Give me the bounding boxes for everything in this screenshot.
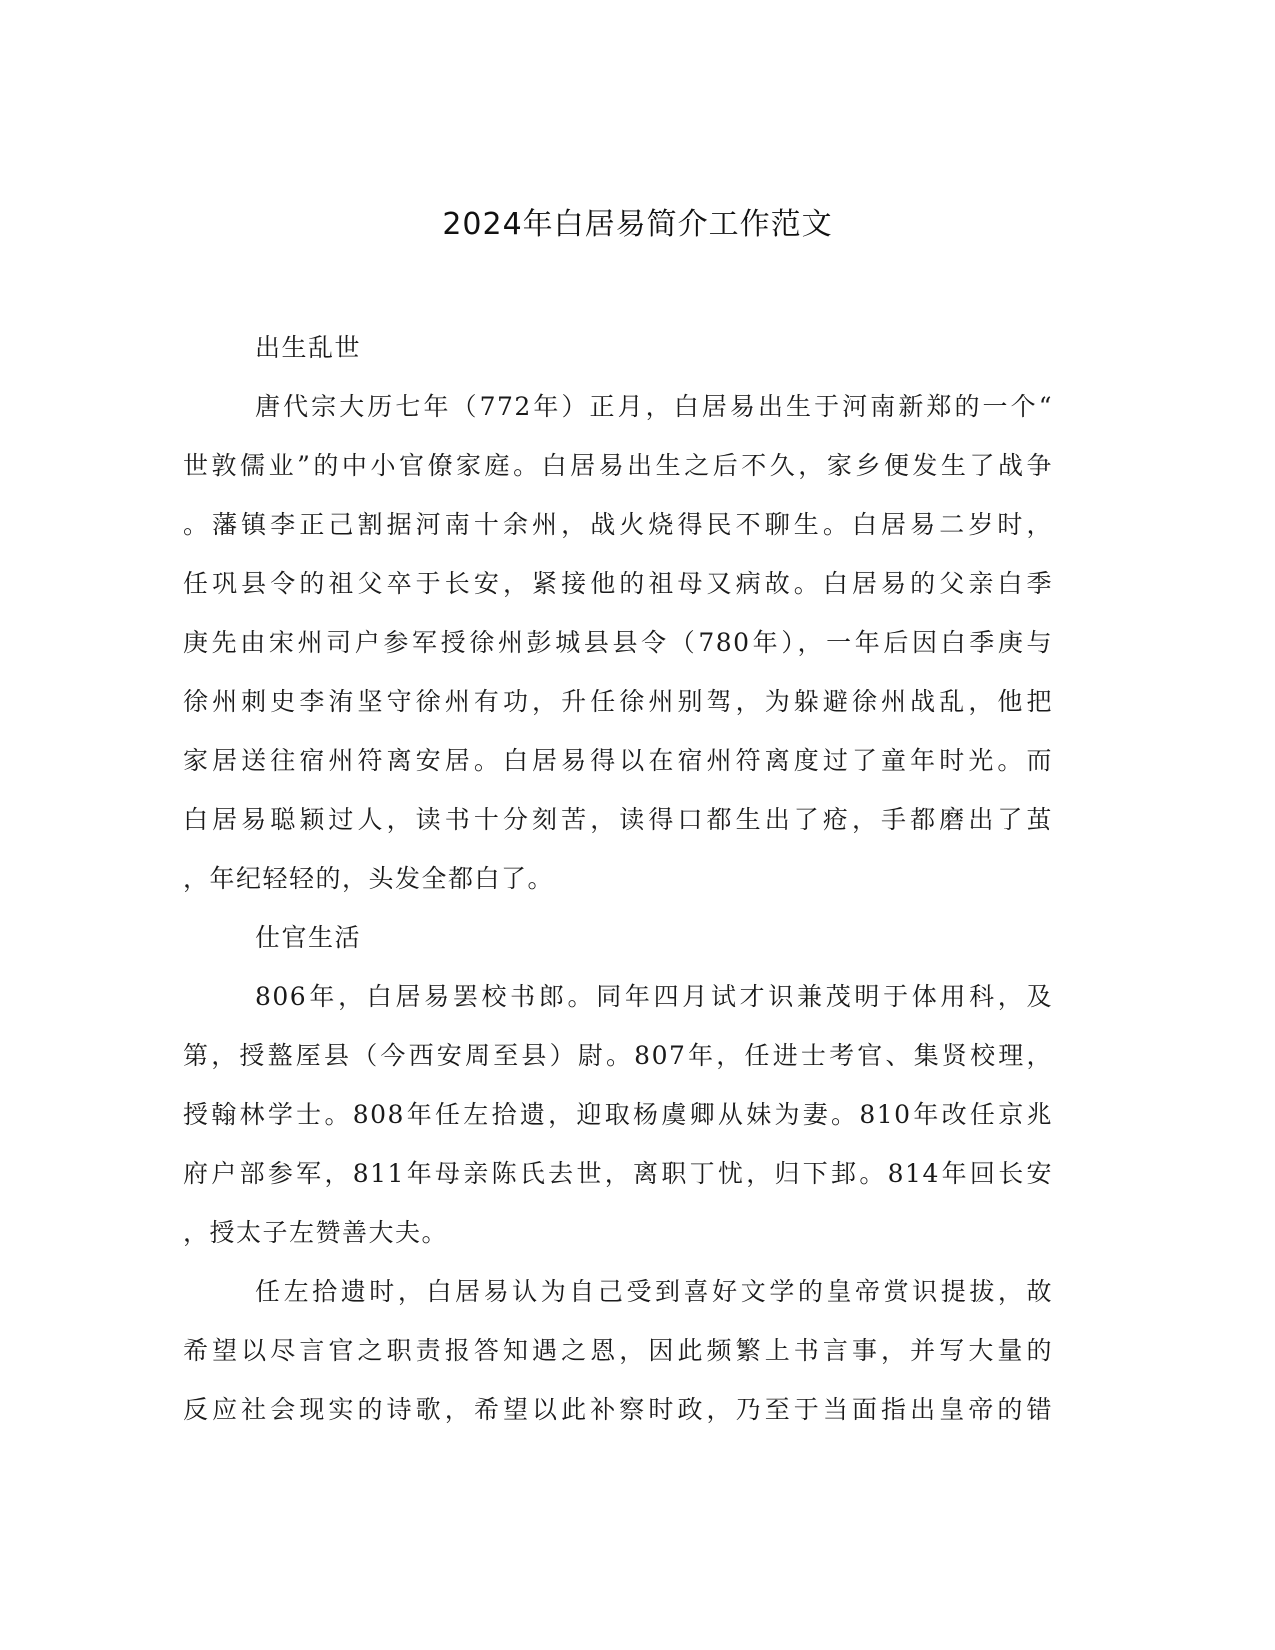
paragraph-line: 第，授盩厔县（今西安周至县）尉。807年，任进士考官、集贤校理， — [183, 1041, 1053, 1070]
paragraph-line: ，年纪轻轻的，头发全都白了。 — [183, 864, 555, 893]
section-heading: 出生乱世 — [255, 333, 362, 362]
paragraph-line: 世敦儒业”的中小官僚家庭。白居易出生之后不久，家乡便发生了战争 — [183, 451, 1053, 480]
paragraph-line: 希望以尽言官之职责报答知遇之恩，因此频繁上书言事，并写大量的 — [183, 1336, 1053, 1365]
paragraph-line: 庚先由宋州司户参军授徐州彭城县县令（780年），一年后因白季庚与 — [183, 628, 1053, 657]
paragraph-line: 徐州刺史李洧坚守徐州有功，升任徐州别驾，为躲避徐州战乱，他把 — [183, 687, 1053, 716]
document-body — [183, 318, 1053, 1439]
paragraph-line: 授翰林学士。808年任左拾遗，迎取杨虞卿从妹为妻。810年改任京兆 — [183, 1100, 1053, 1129]
paragraph-line: 806年，白居易罢校书郎。同年四月试才识兼茂明于体用科，及 — [255, 982, 1053, 1011]
paragraph-line: 府户部参军，811年母亲陈氏去世，离职丁忧，归下邽。814年回长安 — [183, 1159, 1053, 1188]
paragraph-line: ，授太子左赞善大夫。 — [183, 1218, 449, 1247]
paragraph-line: 。藩镇李正己割据河南十余州，战火烧得民不聊生。白居易二岁时， — [183, 510, 1053, 539]
paragraph-line: 家居送往宿州符离安居。白居易得以在宿州符离度过了童年时光。而 — [183, 746, 1053, 775]
paragraph-line: 白居易聪颖过人，读书十分刻苦，读得口都生出了疮，手都磨出了茧 — [183, 805, 1053, 834]
paragraph-line: 任左拾遗时，白居易认为自己受到喜好文学的皇帝赏识提拔，故 — [255, 1277, 1053, 1306]
document-title: 2024年白居易简介工作范文 — [442, 207, 833, 242]
section-heading: 仕官生活 — [255, 923, 362, 952]
paragraph-line: 唐代宗大历七年（772年）正月，白居易出生于河南新郑的一个“ — [255, 392, 1053, 421]
paragraph-line: 反应社会现实的诗歌，希望以此补察时政，乃至于当面指出皇帝的错 — [183, 1395, 1053, 1424]
paragraph-line: 任巩县令的祖父卒于长安，紧接他的祖母又病故。白居易的父亲白季 — [183, 569, 1053, 598]
